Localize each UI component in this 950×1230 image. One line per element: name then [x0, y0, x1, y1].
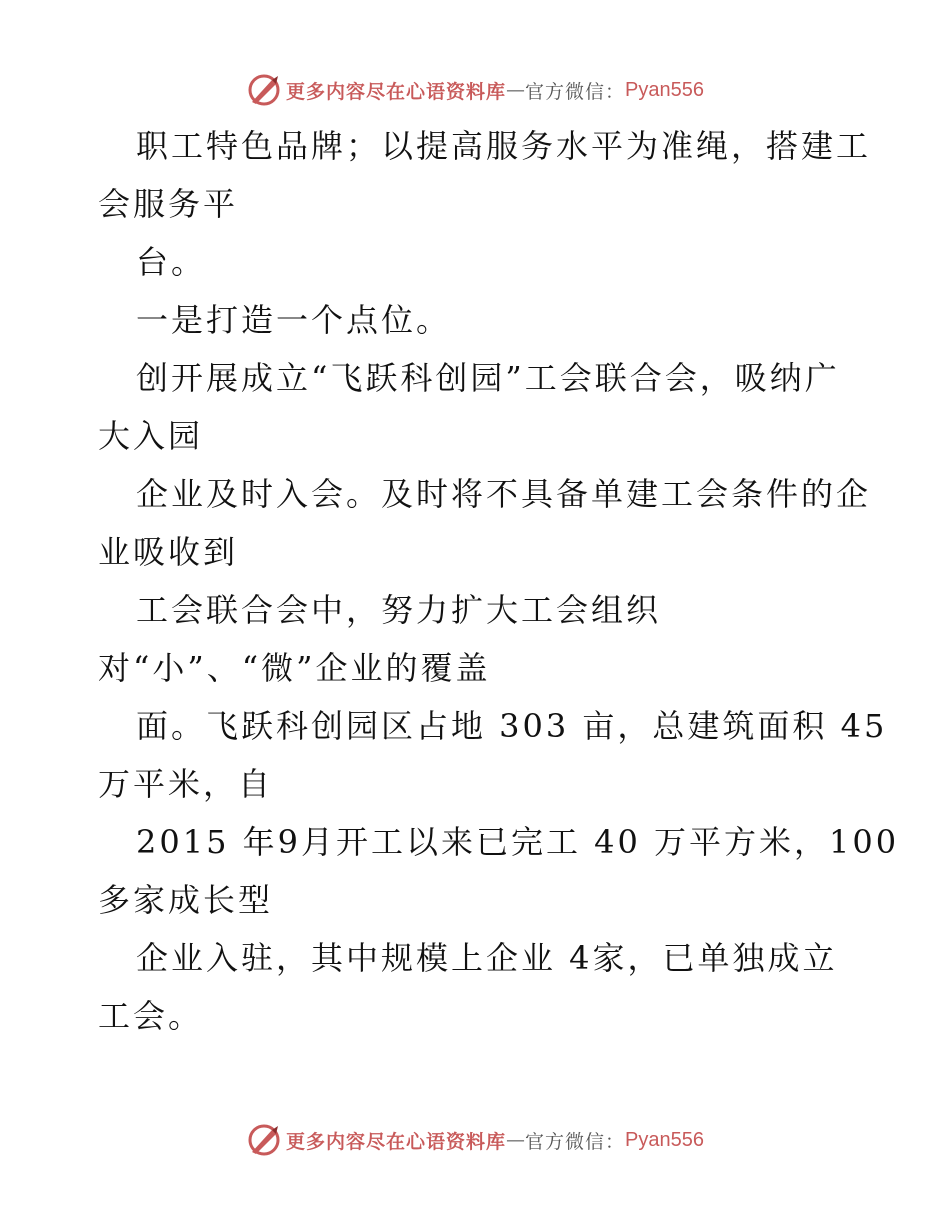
text-line-11: 面。飞跃科创园区占地 303 亩，总建筑面积 45 [136, 707, 888, 745]
text-line-7: 企业及时入会。及时将不具备单建工会条件的企 [136, 475, 872, 513]
banner-separator: — [506, 79, 526, 101]
text-line-2: 会服务平 [98, 185, 239, 223]
text-line-16: 工会。 [98, 997, 204, 1035]
text-line-15: 企业入驻，其中规模上企业 4家，已单独成立 [136, 939, 838, 977]
text-line-5: 创开展成立“飞跃科创园”工会联合会，吸纳广 [136, 359, 840, 397]
text-line-14: 多家成长型 [98, 881, 274, 919]
text-line-13: 2015 年9月开工以来已完工 40 万平方米，100 [136, 823, 900, 861]
text-line-6: 大入园 [98, 417, 204, 455]
banner-main-text: 更多内容尽在心语资料库 [286, 80, 507, 103]
banner-wechat-id: Pyan556 [625, 78, 704, 101]
footer-banner [0, 1120, 950, 1160]
quill-pen-logo-icon [246, 1122, 282, 1158]
text-line-3: 台。 [136, 243, 207, 281]
text-line-1: 职工特色品牌；以提高服务水平为准绳，搭建工 [136, 127, 872, 165]
text-line-8: 业吸收到 [98, 533, 239, 571]
text-line-4: 一是打造一个点位。 [136, 301, 452, 339]
banner-main-text: 更多内容尽在心语资料库 [286, 1130, 507, 1153]
banner-wechat-label: 官方微信： [525, 1130, 626, 1153]
text-line-9: 工会联合会中，努力扩大工会组织 [136, 591, 662, 629]
document-body [98, 117, 900, 1045]
banner-separator: — [506, 1129, 526, 1151]
text-line-10: 对“小”、“微”企业的覆盖 [98, 649, 491, 687]
text-line-12: 万平米，自 [98, 765, 274, 803]
banner-wechat-label: 官方微信： [525, 80, 626, 103]
quill-pen-logo-icon [246, 72, 282, 108]
banner-wechat-id: Pyan556 [625, 1128, 704, 1151]
header-banner [0, 70, 950, 110]
